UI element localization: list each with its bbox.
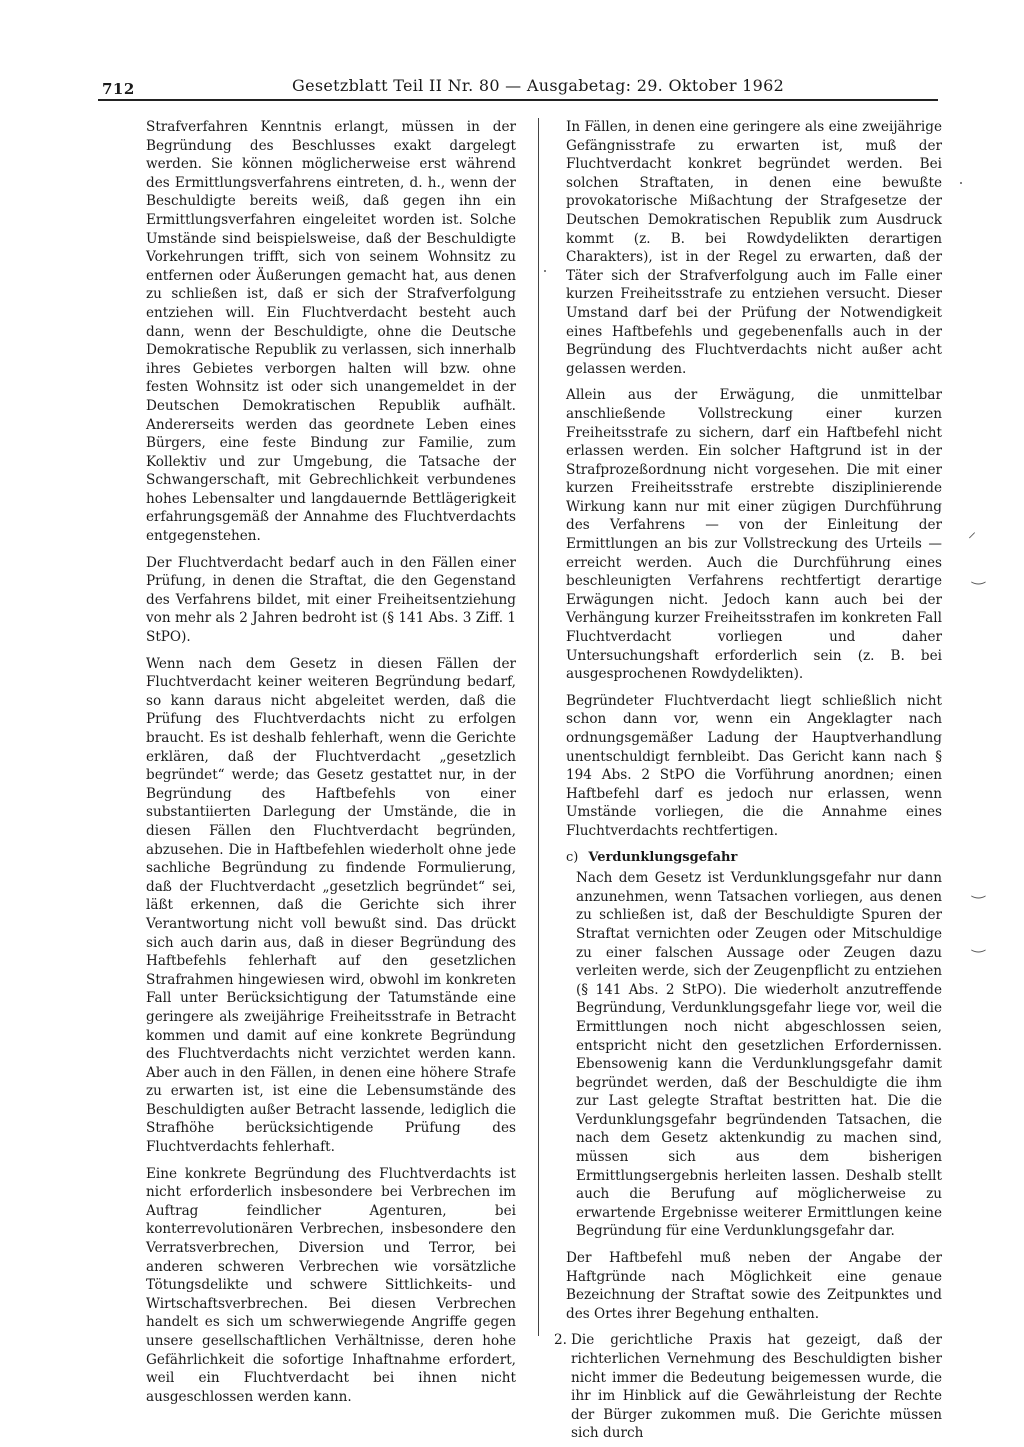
right-paragraph-3: Begründeter Fluchtverdacht liegt schließlich nicht schon dann vor, wenn ein Angeklagter nach ordnungsgemäßer Ladung der Hauptverhandlung unentschuldigt fernbleibt. Das Gericht kann nach § 194 Abs. 2 StPO die Vorführung anordnen; einen Haftbefehl darf es jedoch nur erlassen, wenn Umstände vorliegen, die die Annahme eines Fluchtverdachts rechtfertigen. <box>566 692 942 839</box>
header-rule <box>98 99 938 101</box>
left-column <box>146 118 516 1414</box>
right-paragraph-1: In Fällen, in denen eine geringere als eine zweijährige Gefängnisstrafe zu erwarten ist, muß der Fluchtverdacht konkret begründet werden. Bei solchen Straftaten, in denen eine bewußte provokatorische Mißachtung der Strafgesetze der Deutschen Demokratischen Republik zum Ausdruck kommt (z. B. bei Rowdydelikten derartigen Charakters), ist in der Regel zu erwarten, daß der Täter sich der Strafverfolgung auch im Falle einer kurzen Freiheitsstrafe zu entziehen versucht. Dieser Umstand darf bei der Prüfung der Notwendigkeit eines Haftbefehls und gegebenenfalls auch in der Begründung des Fluchtverdachts nicht außer acht gelassen werden. <box>566 119 942 377</box>
margin-mark: ‿ <box>972 566 985 585</box>
column-divider <box>538 118 539 1336</box>
section-c-label: c) <box>566 849 579 865</box>
left-paragraph-1: Strafverfahren Kenntnis erlangt, müssen in der Begründung des Beschlusses exakt dargelegt werden. Sie können möglicherweise erst während des Ermittlungsverfahrens eintreten, d. h., wenn der Beschuldigte bereits weiß, daß gegen ihn ein Ermittlungsverfahren eingeleitet worden ist. Solche Umstände sind beispielsweise, daß der Beschuldigte Vorkehrungen trifft, sich von seinem Wohnsitz zu entfernen oder Äußerungen gemacht hat, aus denen zu schließen ist, daß er sich der Strafverfolgung entziehen will. Ein Fluchtverdacht besteht auch dann, wenn der Beschuldigte, ohne die Deutsche Demokratische Republik zu verlassen, sich innerhalb ihres Gebietes verborgen halten will bzw. ohne festen Wohnsitz ist oder sich unangemeldet in der Deutschen Demokratischen Republik aufhält. Andererseits werden das geordnete Leben eines Bürgers, eine feste Bindung zur Familie, zum Kollektiv und zur Umgebung, die Tatsache der Schwangerschaft, mit Gebrechlichkeit verbundenes hohes Lebensalter und langdauernde Bettlägerigkeit erfahrungsgemäß der Annahme des Fluchtverdachts entgegenstehen. <box>146 119 516 545</box>
section-c-title: Verdunklungsgefahr <box>588 849 738 865</box>
left-paragraph-2: Der Fluchtverdacht bedarf auch in den Fällen einer Prüfung, in denen die Straftat, die den Gegenstand des Verfahrens bildet, mit einer Freiheitsentziehung von mehr als 2 Jahren bedroht ist (§ 141 Abs. 3 Ziff. 1 StPO). <box>146 554 516 646</box>
section-c-paragraph: Nach dem Gesetz ist Verdunklungsgefahr nur dann anzunehmen, wenn Tatsachen vorliegen, aus denen zu schließen ist, daß der Beschuldigte Spuren der Straftat vernichten oder Zeugen oder Mitschuldige zu einer falschen Aussage oder Zeugen dazu verleiten werde, sich der Zeugenpflicht zu entziehen (§ 141 Abs. 2 StPO). Die wiederholt anzutreffende Begründung, Verdunklungsgefahr liege vor, weil die Ermittlungen noch nicht abgeschlossen seien, entspricht nicht den gesetzlichen Erfordernissen. Ebensowenig kann die Verdunklungsgefahr damit begründet werden, daß der Beschuldigte die ihm zur Last gelegte Straftat bestritten hat. Die die Verdunklungsgefahr begründenden Tatsachen, die nach dem Gesetz aktenkundig zu machen sind, müssen sich aus dem bisherigen Ermittlungsergebnis herleiten lassen. Deshalb stellt auch die Berufung auf möglicherweise zu erwartende Ergebnisse weiterer Ermittlungen keine Begründung für eine Verdunklungsgefahr dar. <box>576 870 942 1240</box>
margin-dot <box>960 182 962 184</box>
left-paragraph-4: Eine konkrete Begründung des Fluchtverdachts ist nicht erforderlich insbesondere bei Verbrechen im Auftrag feindlicher Agenturen, bei konterrevolutionären Verbrechen, insbesondere den Verratsverbrechen, Diversion und Terror, bei anderen schweren Verbrechen wie vorsätzliche Tötungsdelikte und schwere Sittlichkeits- und Wirtschaftsverbrechen. Bei diesen Verbrechen handelt es sich um schwerwiegende Angriffe gegen unsere gesellschaftlichen Verhältnisse, deren hohe Gefährlichkeit die sofortige Inhaftnahme erfordert, weil ein Fluchtverdacht bei ihnen nicht ausgeschlossen werden kann. <box>146 1165 516 1405</box>
margin-dot <box>544 270 546 272</box>
left-paragraph-3: Wenn nach dem Gesetz in diesen Fällen der Fluchtverdacht keiner weiteren Begründung bedarf, so kann daraus nicht abgeleitet werden, daß die Prüfung des Fluchtverdachts nicht zu erfolgen braucht. Es ist deshalb fehlerhaft, wenn die Gerichte erklären, daß der Fluchtverdacht „gesetzlich begründet“ werde; das Gesetz gestattet nur, in der Begründung des Haftbefehls von einer substantiierten Darlegung der Umstände, die in diesen Fällen den Fluchtverdacht begründen, abzusehen. Die in Haftbefehlen wiederholt ohne jede sachliche Begründung zu findende Formulierung, daß der Fluchtverdacht „gesetzlich begründet“ sei, läßt erkennen, daß die Gerichte sich ihrer Verantwortung nicht voll bewußt sind. Das drückt sich auch darin aus, daß in dieser Begründung des Haftbefehls fehlerhaft auf den gesetzlichen Strafrahmen hingewiesen wird, obwohl im konkreten Fall unter Berücksichtigung der Tatumstände eine geringere als zweijährige Freiheitsstrafe in Betracht kommen und damit auf eine konkrete Begründung des Fluchtverdachts nicht verzichtet werden kann. Aber auch in den Fällen, in denen eine höhere Strafe zu erwarten ist, ist eine die Lebensumstände des Beschuldigten außer Betracht lassende, lediglich die Strafhöhe berücksichtigende Prüfung des Fluchtverdachts fehlerhaft. <box>146 655 516 1156</box>
margin-mark: ‿ <box>972 880 985 899</box>
haftbefehl-paragraph: Der Haftbefehl muß neben der Angabe der Haftgründe nach Möglichkeit eine genaue Bezeichnung der Straftat sowie des Zeitpunktes und des Ortes ihrer Begehung enthalten. <box>566 1250 942 1322</box>
list-item-2 <box>554 1331 942 1443</box>
page-number: 712 <box>102 80 135 98</box>
margin-mark: ⸝ <box>968 522 977 541</box>
section-c-heading <box>566 849 942 868</box>
list-item-2-number: 2. <box>554 1332 567 1349</box>
page-header-title: Gesetzblatt Teil II Nr. 80 — Ausgabetag: 29. Oktober 1962 <box>292 76 785 95</box>
margin-mark: ‿ <box>972 934 985 953</box>
list-item-2-text: Die gerichtliche Praxis hat gezeigt, daß der richterlichen Vernehmung des Beschuldigten bisher nicht immer die Bedeutung beigemessen wurde, die ihr im Hinblick auf die Gewährleistung der Rechte der Bürger zukommen muß. Die Gerichte müssen sich durch <box>570 1332 942 1442</box>
right-column <box>554 118 942 1447</box>
right-paragraph-2: Allein aus der Erwägung, die unmittelbar anschließende Vollstreckung einer kurzen Freiheitsstrafe zu sichern, darf ein Haftbefehl nicht erlassen werden. Ein solcher Haftgrund ist in der Strafprozeßordnung nicht vorgesehen. Die mit einer kurzen Freiheitsstrafe erstrebte disziplinierende Wirkung kann nur mit einer zügigen Durchführung des Verfahrens — von der Einleitung der Ermittlungen an bis zur Vollstreckung des Urteils — erreicht werden. Auch die Durchführung eines beschleunigten Verfahrens rechtfertigt derartige Erwägungen nicht. Jedoch kann auch bei der Verhängung kurzer Freiheitsstrafen im konkreten Fall Fluchtverdacht vorliegen und daher Untersuchungshaft erforderlich sein (z. B. bei ausgesprochenen Rowdydelikten). <box>566 387 942 683</box>
